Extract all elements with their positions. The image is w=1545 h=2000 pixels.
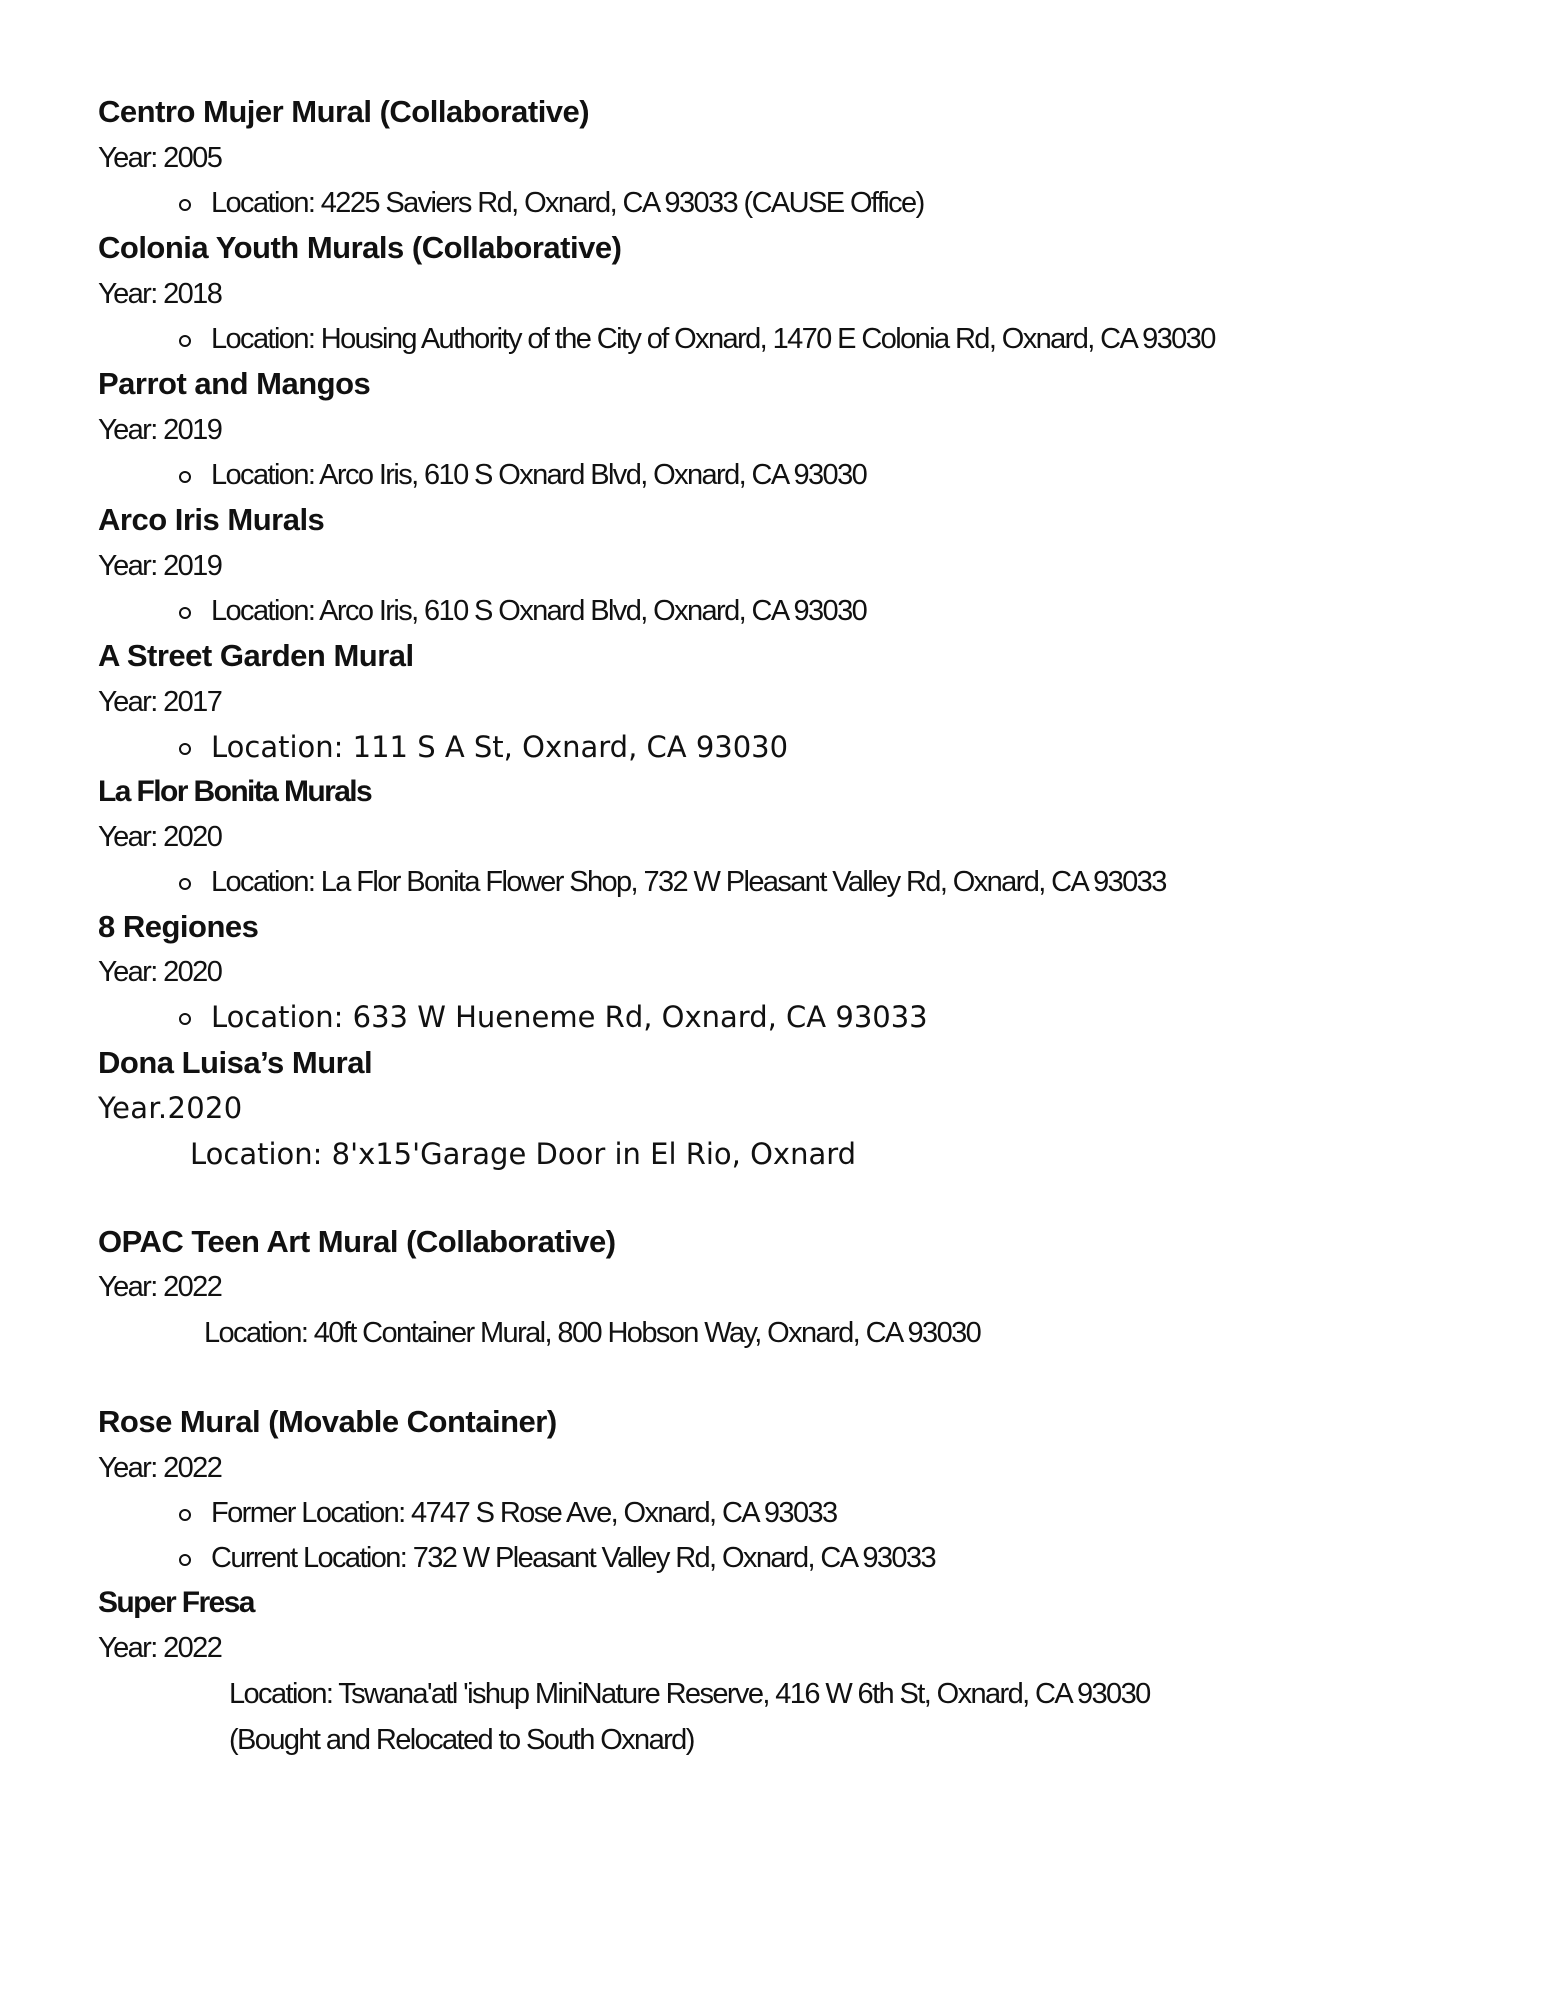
- mural-title: Parrot and Mangos: [98, 366, 371, 401]
- mural-title: Super Fresa: [98, 1586, 254, 1619]
- mural-year: Year: 2017: [98, 686, 222, 718]
- mural-location: Location: 633 W Hueneme Rd, Oxnard, CA 93033: [211, 997, 928, 1037]
- mural-year: Year: 2022: [98, 1452, 222, 1484]
- mural-title: Rose Mural (Movable Container): [98, 1404, 557, 1439]
- mural-title: A Street Garden Mural: [98, 638, 414, 673]
- mural-year: Year: 2020: [98, 956, 222, 988]
- mural-location: Location: 111 S A St, Oxnard, CA 93030: [211, 727, 788, 767]
- mural-title: 8 Regiones: [98, 909, 259, 944]
- mural-title: Centro Mujer Mural (Collaborative): [98, 94, 590, 129]
- mural-location: Location: Arco Iris, 610 S Oxnard Blvd, Oxnard, CA 93030: [211, 591, 866, 631]
- mural-location: Location: Tswana'atl 'ishup MiniNature Reserve, 416 W 6th St, Oxnard, CA 93030: [229, 1678, 1150, 1710]
- mural-title: Dona Luisa’s Mural: [98, 1045, 373, 1080]
- mural-location: Location: 40ft Container Mural, 800 Hobson Way, Oxnard, CA 93030: [204, 1317, 981, 1349]
- mural-title: OPAC Teen Art Mural (Collaborative): [98, 1224, 616, 1259]
- mural-year: Year: 2022: [98, 1271, 222, 1303]
- mural-location-note: (Bought and Relocated to South Oxnard): [229, 1724, 694, 1756]
- mural-location: Location: Housing Authority of the City of Oxnard, 1470 E Colonia Rd, Oxnard, CA 93030: [211, 319, 1215, 359]
- mural-location: Location: Arco Iris, 610 S Oxnard Blvd, Oxnard, CA 93030: [211, 455, 866, 495]
- mural-former-location: Former Location: 4747 S Rose Ave, Oxnard, CA 93033: [211, 1493, 837, 1533]
- mural-year: Year: 2019: [98, 550, 222, 582]
- mural-location: Location: 4225 Saviers Rd, Oxnard, CA 93033 (CAUSE Office): [211, 183, 924, 223]
- mural-year: Year: 2019: [98, 414, 222, 446]
- mural-year: Year: 2005: [98, 142, 222, 174]
- mural-year: Year: 2020: [98, 821, 222, 853]
- mural-title: La Flor Bonita Murals: [98, 775, 372, 808]
- mural-title: Colonia Youth Murals (Collaborative): [98, 230, 622, 265]
- mural-year: Year.2020: [98, 1091, 243, 1125]
- mural-year: Year: 2018: [98, 278, 222, 310]
- mural-location: Location: 8'x15'Garage Door in El Rio, Oxnard: [190, 1137, 857, 1171]
- mural-current-location: Current Location: 732 W Pleasant Valley Rd, Oxnard, CA 93033: [211, 1538, 935, 1578]
- mural-location: Location: La Flor Bonita Flower Shop, 732 W Pleasant Valley Rd, Oxnard, CA 93033: [211, 862, 1166, 902]
- mural-year: Year: 2022: [98, 1632, 222, 1664]
- mural-title: Arco Iris Murals: [98, 502, 325, 537]
